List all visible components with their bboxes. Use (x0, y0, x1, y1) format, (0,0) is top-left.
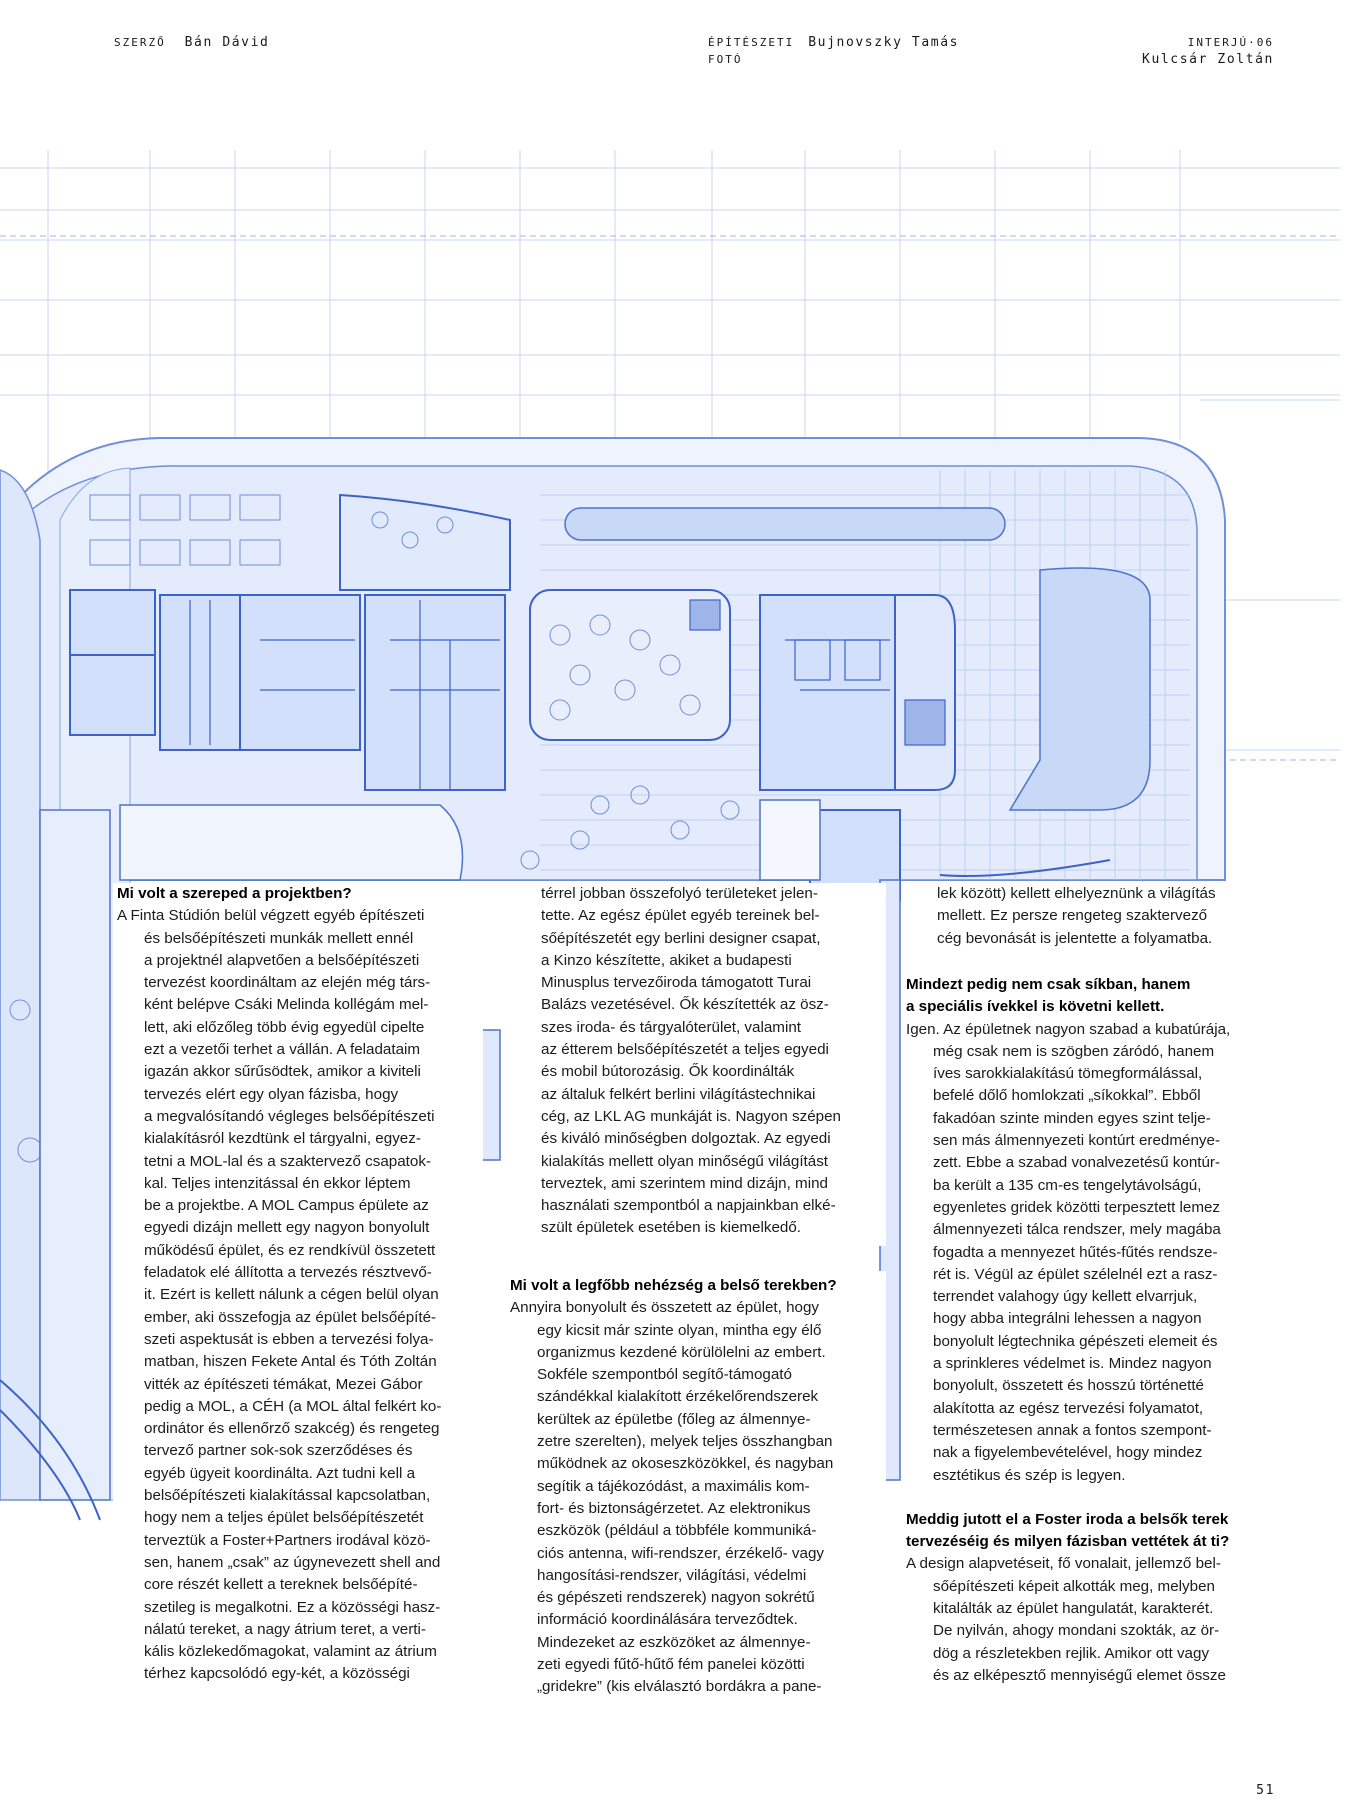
text-line: matban, hiszen Fekete Antal és Tóth Zoltán (144, 1353, 437, 1371)
page-number: 51 (1256, 1783, 1275, 1798)
text-line: és gépészeti rendszerek) nagyon sokrétű (537, 1589, 815, 1607)
text-line: Minusplus tervezőiroda támogatott Turai (541, 974, 812, 992)
text-line: Sokféle szempontból segítő-támogató (537, 1366, 792, 1384)
answer-4-body (906, 1576, 1282, 1687)
answer-3-body (906, 1041, 1282, 1487)
text-line: kerültek az épületbe (főleg az álmennye- (537, 1410, 811, 1428)
text-line: kialakításról kezdtünk el tárgyalni, egyez- (144, 1130, 421, 1148)
text-line: alakította az egész tervezési folyamatot, (933, 1399, 1204, 1417)
text-line: működésű épület, és ez rendkívül összetett (144, 1241, 436, 1259)
text-line: Balázs vezetésével. Ők készítették az ösz- (541, 996, 829, 1014)
answer-2-body (510, 1320, 882, 1699)
text-line: sen, hanem „csak” az úgynevezett shell and (144, 1553, 441, 1571)
text-line: mellett. Ez persze rengeteg szaktervező (937, 907, 1208, 925)
text-line: egyéb ügyeit koordinálta. Azt tudni kell a (144, 1464, 416, 1482)
text-line: nálatú tereket, a nagy átrium teret, a verti- (144, 1620, 426, 1638)
text-line: vitték az építészeti témákat, Mezei Gábor (144, 1375, 423, 1393)
text-line: és mobil bútorozásig. Ők koordinálták (541, 1063, 795, 1081)
column-3-bottom (902, 970, 1286, 1693)
text-line: it. Ezért is kellett nálunk a cégen belül olyan (144, 1286, 439, 1304)
answer-4-first-line: A design alapvetéseit, fő vonalait, jellemző bel- (906, 1555, 1221, 1573)
text-line: tervező partner sok-sok szerződéses és (144, 1442, 413, 1460)
answer-3-first-line: Igen. Az épületnek nagyon szabad a kubatúrája, (906, 1020, 1231, 1038)
text-line: még csak nem is szögben záródó, hanem (933, 1042, 1215, 1060)
answer-1-continued (514, 883, 882, 1240)
text-line: bonyolult légtechnika gépészeti elemeit és (933, 1332, 1218, 1350)
interviewee-name: Kulcsár Zoltán (1142, 52, 1274, 67)
text-line: természetesen annak a fontos szempont- (933, 1421, 1212, 1439)
text-line: ként belépve Csáki Melinda kollégám mel- (144, 996, 429, 1014)
text-line: és belsőépítészeti munkák mellett ennél (144, 929, 414, 947)
column-2-bottom (506, 1271, 886, 1705)
text-line: organizmus kezdené körülölelni az embert. (537, 1343, 826, 1361)
text-line: De nyilván, ahogy mondani szokták, az ör- (933, 1622, 1220, 1640)
text-line: működnek az okoseszközökkel, és nagyban (537, 1455, 834, 1473)
column-1 (113, 883, 483, 1692)
text-line: a Kinzo készítette, akiket a budapesti (541, 951, 792, 969)
question-1: Mi volt a szereped a projektben? (117, 885, 352, 902)
text-line: fogadta a mennyezet hűtés-fűtés rendsze- (933, 1243, 1218, 1261)
text-line: feladatok elé állította a tervezés résztvevő- (144, 1264, 432, 1282)
text-line: belsőépítészeti kialakítással kapcsolatban, (144, 1487, 431, 1505)
text-line: ciós antenna, wifi-rendszer, érzékelő- vagy (537, 1544, 825, 1562)
answer-1-body (117, 928, 479, 1686)
text-line: igazán akkor sűrűsödtek, amikor a kiviteli (144, 1063, 421, 1081)
text-line: kitalálták az épület hangulatát, karakterét. (933, 1600, 1214, 1618)
question-2: Mi volt a legfőbb nehézség a belső terekben? (510, 1277, 837, 1294)
text-line: a projektnél alapvetően a belsőépítészeti (144, 951, 420, 969)
text-line: Mindezt pedig nem csak síkban, hanem (906, 976, 1191, 993)
text-line: segítik a tájékozódást, a maximális kom- (537, 1477, 810, 1495)
text-line: be a projektbe. A MOL Campus épülete az (144, 1197, 429, 1215)
text-line: szeti aspektusát is ebben a tervezési folya- (144, 1330, 434, 1348)
text-line: íves sarokkialakítású tömegformálással, (933, 1065, 1203, 1083)
text-line: a megvalósítandó végleges belsőépítészeti (144, 1107, 435, 1125)
text-line: egyedi dizájn mellett egy nagyon bonyolult (144, 1219, 430, 1237)
text-line: terrendet valahogy úgy kellett elvarrjuk, (933, 1288, 1198, 1306)
question-3 (906, 974, 1282, 1019)
column-2-top (510, 883, 886, 1246)
text-line: Mindezeket az eszközöket az álmennye- (537, 1633, 811, 1651)
text-line: térrel jobban összefolyó területeket jelen- (541, 885, 818, 902)
text-line: befelé dőlő homlokzati „síkokkal”. Ebből (933, 1087, 1201, 1105)
photo-label-line-1: ÉPÍTÉSZETI (708, 36, 795, 49)
text-line: kal. Teljes intenzitással én ekkor léptem (144, 1174, 411, 1192)
text-line: rét is. Végül az épület szélelnél ezt a rasz- (933, 1265, 1218, 1283)
text-line: esztétikus és szép is legyen. (933, 1466, 1126, 1484)
text-line: sőépítészetét egy berlini designer csapat, (541, 929, 821, 947)
text-line: kális közlekedőmagokat, valamint az átrium (144, 1643, 437, 1661)
text-line: szetileg is megalkotni. Ez a közösségi hasz- (144, 1598, 441, 1616)
column-3-top (906, 883, 1286, 956)
text-line: lek között) kellett elhelyeznünk a világítás (937, 885, 1216, 902)
text-line: a speciális ívekkel is követni kellett. (906, 998, 1165, 1016)
text-line: az étterem belsőépítészetét a teljes egyedi (541, 1041, 829, 1059)
section-label: INTERJÚ·06 (1187, 36, 1274, 49)
text-line: dög a részletekben rejlik. Amikor ott vagy (933, 1644, 1210, 1662)
text-line: fort- és biztonságérzetet. Az elektronikus (537, 1499, 811, 1517)
text-line: tetni a MOL-lal és a szaktervező csapatok- (144, 1152, 431, 1170)
text-line: core részét kellett a tereknek belsőépíté- (144, 1576, 418, 1594)
text-line: a sprinkleres védelmet is. Mindez nagyon (933, 1355, 1212, 1373)
text-line: és kiváló minőségben dolgoztak. Az egyedi (541, 1130, 831, 1148)
text-line: zett. Ebbe a szabad vonalvezetésű kontúr- (933, 1154, 1221, 1172)
text-line: tervezés elért egy olyan fázisba, hogy (144, 1085, 399, 1103)
text-line: tette. Az egész épület egyéb tereinek bel- (541, 907, 820, 925)
text-line: lett, aki előzőleg több évig egyedül cipelte (144, 1018, 425, 1036)
text-line: térhez kapcsolódó egy-két, a közösségi (144, 1665, 410, 1683)
text-line: ezt a vezetői terhet a vállán. A feladataim (144, 1041, 421, 1059)
text-line: eszközök (például a többféle kommuniká- (537, 1522, 817, 1540)
text-line: használati szempontból a napjainkban elké- (541, 1197, 836, 1215)
text-line: tervezéséig és milyen fázisban vettétek át ti? (906, 1533, 1230, 1551)
author-credit (114, 34, 269, 51)
text-line: hangosítási-rendszer, világítási, védelmi (537, 1566, 807, 1584)
text-line: szült épületek esetében is kiemelkedő. (541, 1219, 802, 1237)
text-line: tervezést koordináltam az elején még társ- (144, 974, 431, 992)
text-line: hogy nem a teljes épület belsőépítészetét (144, 1509, 424, 1527)
text-line: nak a figyelembevételével, hogy mindez (933, 1444, 1203, 1462)
text-line: ordinátor és ellenőrző szakcég) és rengeteg (144, 1420, 440, 1438)
text-line: szándékkal kialakított érzékelőrendszerek (537, 1388, 819, 1406)
text-line: zeti egyedi fűtő-hűtő fém panelei közötti (537, 1656, 805, 1674)
photographer-name: Bujnovszky Tamás (808, 35, 960, 50)
text-line: fakadóan szinte minden egyes szint telje- (933, 1109, 1211, 1127)
photo-credit (708, 34, 959, 68)
text-line: cég, az LKL AG munkáját is. Nagyon szépen (541, 1107, 841, 1125)
text-line: kialakítás mellett olyan minőségű világítást (541, 1152, 829, 1170)
text-line: sen más álmennyezeti kontúrt eredménye- (933, 1132, 1221, 1150)
author-name: Bán Dávid (184, 35, 270, 50)
text-line: cég bevonását is jelentette a folyamatba. (937, 929, 1213, 947)
text-line: pedig a MOL, a CÉH (a MOL által felkért ko- (144, 1397, 442, 1415)
section-credit (1142, 34, 1274, 68)
text-line: ember, aki összefogja az épület belsőépíté- (144, 1308, 437, 1326)
text-line: terveztük a Foster+Partners irodával közö- (144, 1531, 431, 1549)
text-line: terveztek, ami szerintem mind dizájn, mind (541, 1174, 828, 1192)
text-line: sőépítészeti képeit alkották meg, melyben (933, 1577, 1215, 1595)
text-line: Meddig jutott el a Foster iroda a belsők terek (906, 1510, 1229, 1528)
text-line: bonyolult, összetett és hosszú történetté (933, 1377, 1205, 1395)
text-line: zetre szerelten), melyek teljes összhangban (537, 1433, 833, 1451)
question-4 (906, 1509, 1282, 1554)
text-line: ba került a 135 cm-es tengelytávolságú, (933, 1176, 1202, 1194)
text-line: információ koordinálására terveződtek. (537, 1611, 798, 1629)
answer-2-first-line: Annyira bonyolult és összetett az épület, hogy (510, 1299, 820, 1317)
text-line: álmennyezeti tálca rendszer, mely magába (933, 1221, 1221, 1239)
text-line: szes iroda- és tárgyalóterület, valamint (541, 1018, 801, 1036)
text-line: egy kicsit már szinte olyan, mintha egy élő (537, 1321, 822, 1339)
answer-2-continued (910, 883, 1282, 950)
photo-label-line-2: FOTÓ (708, 53, 743, 66)
answer-1-first-line: A Finta Stúdión belül végzett egyéb építészeti (117, 907, 425, 925)
text-line: „gridekre” (kis elválasztó bordákra a pane- (537, 1678, 822, 1696)
text-line: egyenletes gridek közötti terpesztett lemez (933, 1198, 1221, 1216)
text-line: az általuk felkért berlini világítástechnikai (541, 1085, 816, 1103)
text-line: hogy abba integrálni lehessen a nagyon (933, 1310, 1202, 1328)
author-label: SZERZŐ (114, 36, 166, 49)
text-line: és az elképesztő mennyiségű elemet össze (933, 1666, 1226, 1684)
